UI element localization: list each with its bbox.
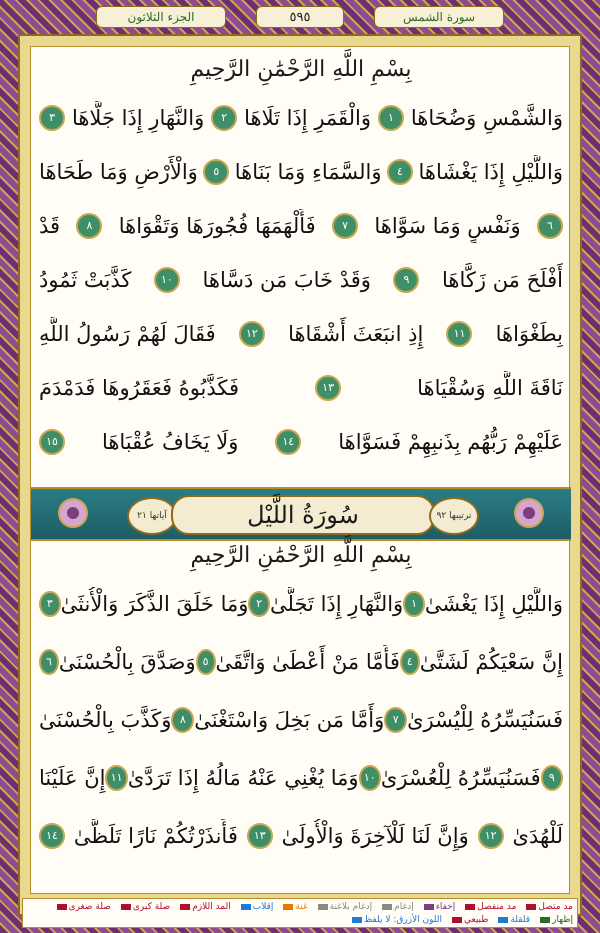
verse-text: إِنَّ عَلَيْنَا xyxy=(39,766,106,790)
legend-item xyxy=(178,902,231,912)
legend-label: المد اللازم xyxy=(192,901,231,912)
ayah-number-marker: ١١ xyxy=(446,321,472,347)
legend-label: إدغام بلاغنة xyxy=(329,901,373,912)
ayah-number-marker: ١٠ xyxy=(359,765,381,791)
surah-name: سُورَةُ اللَّيْل xyxy=(171,495,435,535)
ayah-number-marker: ٣ xyxy=(39,105,65,131)
verse-text: نَاقَةَ اللَّهِ وَسُقْيَاهَا xyxy=(417,376,563,400)
ayah-number-marker: ١٢ xyxy=(239,321,265,347)
verse-text: فَسَنُيَسِّرُهُ لِلْعُسْرَىٰ xyxy=(380,766,541,790)
verse-text: وَالْأَرْضِ وَمَا طَحَاهَا xyxy=(39,160,198,184)
ayah-number-marker: ٥ xyxy=(203,159,229,185)
verse-line xyxy=(39,761,563,795)
verse-line xyxy=(39,371,563,405)
verse-text: أَفْلَحَ مَن زَكَّاهَا xyxy=(442,268,563,292)
verse-text: وَنَفْسٍ وَمَا سَوَّاهَا xyxy=(374,214,521,238)
verse-text: لَلْهُدَىٰ xyxy=(512,824,563,848)
legend-label: طبيعي xyxy=(464,914,489,925)
ayah-number-marker: ٩ xyxy=(393,267,419,293)
verse-line xyxy=(39,155,563,189)
verse-text: فَكَذَّبُوهُ فَعَقَرُوهَا فَدَمْدَمَ xyxy=(39,376,240,400)
legend-label: غنة xyxy=(295,901,308,912)
page-number: ٥٩٥ xyxy=(256,6,344,28)
ayah-number-marker: ٧ xyxy=(332,213,358,239)
basmala-second: بِسْمِ اللَّهِ الرَّحْمَٰنِ الرَّحِيمِ xyxy=(190,543,412,568)
legend-label: اللون الأزرق: لا يلفظ xyxy=(363,914,442,925)
legend-item xyxy=(55,902,111,912)
legend-swatch xyxy=(283,904,293,910)
legend-swatch xyxy=(540,917,550,923)
ayah-number-marker: ٦ xyxy=(39,649,59,675)
verse-text: قَدْ xyxy=(39,214,61,238)
verse-line xyxy=(39,703,563,737)
surah-ayat-count: آياتها ٢١ xyxy=(127,497,177,535)
ayah-number-marker: ٧ xyxy=(384,707,407,733)
legend-swatch xyxy=(452,917,462,923)
verse-text: وَالسَّمَاءِ وَمَا بَنَاهَا xyxy=(234,160,382,184)
legend-item xyxy=(281,902,307,912)
verse-text: فَقَالَ لَهُمْ رَسُولُ اللَّهِ xyxy=(39,322,216,346)
verse-text: وَالنَّهَارِ إِذَا تَجَلَّىٰ xyxy=(270,592,404,616)
verse-text: فَسَنُيَسِّرُهُ لِلْيُسْرَىٰ xyxy=(407,708,563,732)
legend-item xyxy=(463,902,516,912)
verse-line xyxy=(39,645,563,679)
legend-label: إخفاء xyxy=(435,901,456,912)
legend-label: إقلاب xyxy=(252,901,274,912)
legend-item xyxy=(538,915,573,925)
verse-text: بِطَغْوَاهَا xyxy=(495,322,563,346)
verse-text: فَأَمَّا مَنْ أَعْطَىٰ وَاتَّقَىٰ xyxy=(215,650,400,674)
ayah-number-marker: ٨ xyxy=(171,707,194,733)
verse-line xyxy=(39,101,563,135)
verse-text: إِذِ انبَعَثَ أَشْقَاهَا xyxy=(288,322,424,346)
legend-item xyxy=(119,902,170,912)
legend-item xyxy=(524,902,573,912)
ayah-number-marker: ٤ xyxy=(387,159,413,185)
legend-item xyxy=(350,915,442,925)
page-header xyxy=(96,4,504,30)
surah-banner xyxy=(31,487,571,541)
legend-swatch xyxy=(121,904,131,910)
verse-line xyxy=(39,317,563,351)
verse-text: فَأَنذَرْتُكُمْ نَارًا تَلَظَّىٰ xyxy=(73,824,238,848)
verse-text: عَلَيْهِمْ رَبُّهُم بِذَنبِهِمْ فَسَوَّاهَا xyxy=(338,430,563,454)
verse-text: كَذَّبَتْ ثَمُودُ xyxy=(39,268,132,292)
ayah-number-marker: ١١ xyxy=(105,765,127,791)
verse-text: وَصَدَّقَ بِالْحُسْنَىٰ xyxy=(58,650,196,674)
legend-swatch xyxy=(498,917,508,923)
verse-text: إِنَّ سَعْيَكُمْ لَشَتَّىٰ xyxy=(419,650,563,674)
legend-label: صلة صغرى xyxy=(68,901,111,912)
legend-swatch xyxy=(318,904,328,910)
verse-text: وَالشَّمْسِ وَضُحَاهَا xyxy=(410,106,563,130)
verse-line xyxy=(39,587,563,621)
verse-text: وَاللَّيْلِ إِذَا يَغْشَىٰ xyxy=(424,592,563,616)
legend-label: قلقلة xyxy=(510,914,531,925)
legend-item xyxy=(380,902,414,912)
legend-label: مد منفصل xyxy=(477,901,517,912)
ayah-number-marker: ٦ xyxy=(537,213,563,239)
basmala: بِسْمِ اللَّهِ الرَّحْمَٰنِ الرَّحِيمِ xyxy=(190,57,412,82)
ayah-number-marker: ١ xyxy=(403,591,425,617)
verse-line xyxy=(39,819,563,853)
ayah-number-marker: ١٥ xyxy=(39,429,65,455)
flourish-right-icon xyxy=(499,495,559,531)
ayah-number-marker: ١٣ xyxy=(315,375,341,401)
legend-label: إظهار xyxy=(552,914,573,925)
verse-text: وَإِنَّ لَنَا لَلْآخِرَةَ وَالْأُولَىٰ xyxy=(281,824,469,848)
tajweed-legend xyxy=(22,898,578,928)
legend-label: إدغام xyxy=(394,901,414,912)
legend-swatch xyxy=(352,917,362,923)
legend-label: مد متصل xyxy=(538,901,573,912)
ayah-number-marker: ٤ xyxy=(400,649,420,675)
flourish-left-icon xyxy=(43,495,103,531)
ayah-number-marker: ١ xyxy=(378,105,404,131)
legend-swatch xyxy=(241,904,251,910)
ayah-number-marker: ١٤ xyxy=(39,823,65,849)
legend-swatch xyxy=(57,904,67,910)
verse-text: وَالْقَمَرِ إِذَا تَلَاهَا xyxy=(244,106,372,130)
legend-item xyxy=(422,902,456,912)
ayah-number-marker: ٨ xyxy=(76,213,102,239)
verse-text: وَالنَّهَارِ إِذَا جَلَّاهَا xyxy=(71,106,205,130)
verse-text: وَكَذَّبَ بِالْحُسْنَىٰ xyxy=(39,708,172,732)
ayah-number-marker: ١٢ xyxy=(478,823,504,849)
legend-item xyxy=(239,902,274,912)
ayah-number-marker: ١٠ xyxy=(154,267,180,293)
juz-label: الجزء الثلاثون xyxy=(96,6,226,28)
verse-text: وَأَمَّا مَن بَخِلَ وَاسْتَغْنَىٰ xyxy=(194,708,385,732)
verse-text: وَمَا خَلَقَ الذَّكَرَ وَالْأُنثَىٰ xyxy=(60,592,249,616)
verse-text: وَاللَّيْلِ إِذَا يَغْشَاهَا xyxy=(418,160,563,184)
verse-text: وَلَا يَخَافُ عُقْبَاهَا xyxy=(101,430,239,454)
legend-item xyxy=(496,915,530,925)
legend-label: صلة كبرى xyxy=(132,901,171,912)
legend-swatch xyxy=(424,904,434,910)
ayah-number-marker: ٩ xyxy=(541,765,563,791)
legend-swatch xyxy=(526,904,536,910)
verse-text: وَمَا يُغْنِي عَنْهُ مَالُهُ إِذَا تَرَدَّىٰ xyxy=(127,766,359,790)
ayah-number-marker: ٢ xyxy=(211,105,237,131)
legend-item xyxy=(450,915,488,925)
verse-line xyxy=(39,263,563,297)
verse-text: فَأَلْهَمَهَا فُجُورَهَا وَتَقْوَاهَا xyxy=(118,214,316,238)
legend-item xyxy=(316,902,373,912)
legend-swatch xyxy=(382,904,392,910)
legend-swatch xyxy=(180,904,190,910)
ayah-number-marker: ٣ xyxy=(39,591,61,617)
legend-swatch xyxy=(465,904,475,910)
verse-line xyxy=(39,425,563,459)
quran-page xyxy=(30,46,570,894)
ayah-number-marker: ١٤ xyxy=(275,429,301,455)
verse-text: وَقَدْ خَابَ مَن دَسَّاهَا xyxy=(202,268,371,292)
ayah-number-marker: ١٣ xyxy=(247,823,273,849)
surah-order: ترتيبها ٩٢ xyxy=(429,497,479,535)
ayah-number-marker: ٢ xyxy=(248,591,270,617)
verse-line xyxy=(39,209,563,243)
surah-header-label: سورة الشمس xyxy=(374,6,504,28)
ayah-number-marker: ٥ xyxy=(196,649,216,675)
